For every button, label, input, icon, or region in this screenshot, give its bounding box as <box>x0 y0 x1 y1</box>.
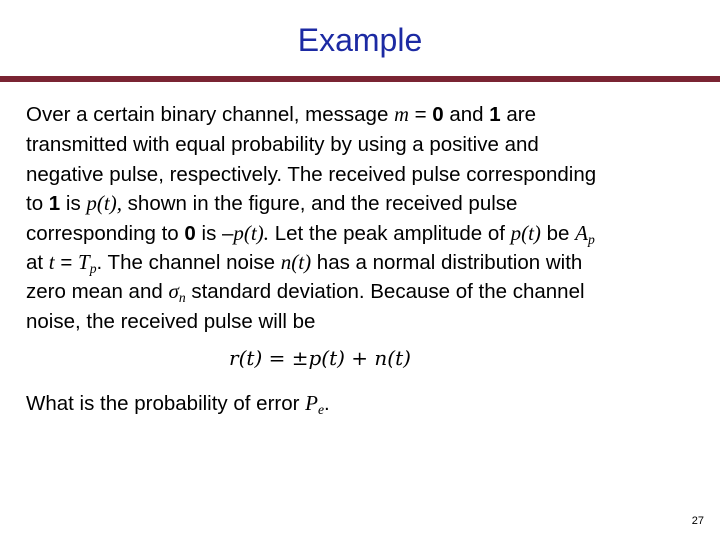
math-Tp <box>78 250 97 277</box>
body-line-8: noise, the received pulse will be <box>26 309 316 333</box>
body-line-1 <box>26 100 698 130</box>
text: Let the peak amplitude of <box>269 221 511 245</box>
page-number: 27 <box>691 515 704 527</box>
text: and <box>443 103 490 126</box>
math-sub-e: e <box>317 402 325 418</box>
slide-title: Example <box>297 22 423 58</box>
math-pt: p(t). <box>233 220 269 245</box>
math-t: t <box>48 250 55 275</box>
math-sigma <box>168 279 186 306</box>
equation-rhs: ±p(t) + n(t) <box>291 346 411 370</box>
title-divider <box>0 76 720 82</box>
bold-one: 1 <box>489 103 501 126</box>
text: = <box>54 251 79 275</box>
text: shown in the figure, and the received pulse <box>121 192 518 216</box>
text: is – <box>195 221 234 245</box>
text: are <box>500 103 536 126</box>
math-m: m <box>394 104 409 126</box>
text: . The channel noise <box>96 251 281 275</box>
question-end: . <box>324 392 330 415</box>
equation <box>0 343 640 373</box>
text: is <box>60 192 87 216</box>
math-Ap <box>575 221 595 245</box>
math-sub-p: p <box>89 261 97 277</box>
text: Over a certain binary channel, message <box>26 103 395 126</box>
question <box>26 389 698 418</box>
question-text: What is the probability of error <box>26 392 306 415</box>
math-n: n <box>280 250 292 275</box>
text: standard deviation. Because of the channel <box>185 280 585 304</box>
bold-zero: 0 <box>432 103 444 126</box>
bold-zero: 0 <box>184 221 196 245</box>
text: = <box>408 103 433 126</box>
body-line-6 <box>26 248 698 277</box>
math-sigma-symbol: σ <box>168 279 179 304</box>
math-Pe <box>305 391 325 418</box>
problem-statement <box>26 100 698 336</box>
math-P: P <box>305 391 318 415</box>
text: at <box>26 251 49 275</box>
text: corresponding to <box>26 221 185 245</box>
math-A: A <box>575 220 588 245</box>
body-line-7 <box>26 277 698 306</box>
body-line-3: negative pulse, respectively. The received pulse corresponding <box>26 162 597 186</box>
math-pt: p(t) <box>510 220 541 245</box>
equation-equals: = <box>262 346 292 370</box>
bold-one: 1 <box>48 192 61 216</box>
text: has a normal distribution with <box>311 251 583 275</box>
math-sub-p: p <box>587 231 595 247</box>
math-pt: p(t), <box>86 191 122 216</box>
body-line-4 <box>26 189 698 218</box>
text: be <box>540 221 576 245</box>
text: zero mean and <box>26 280 169 304</box>
body-line-5 <box>26 219 698 248</box>
math-sub-n: n <box>178 290 186 306</box>
body-line-2: transmitted with equal probability by using a positive and <box>26 133 539 157</box>
math-T: T <box>78 250 90 275</box>
math-t-paren: (t) <box>291 250 312 275</box>
text: to <box>26 192 49 216</box>
equation-lhs: r(t) <box>229 346 263 370</box>
